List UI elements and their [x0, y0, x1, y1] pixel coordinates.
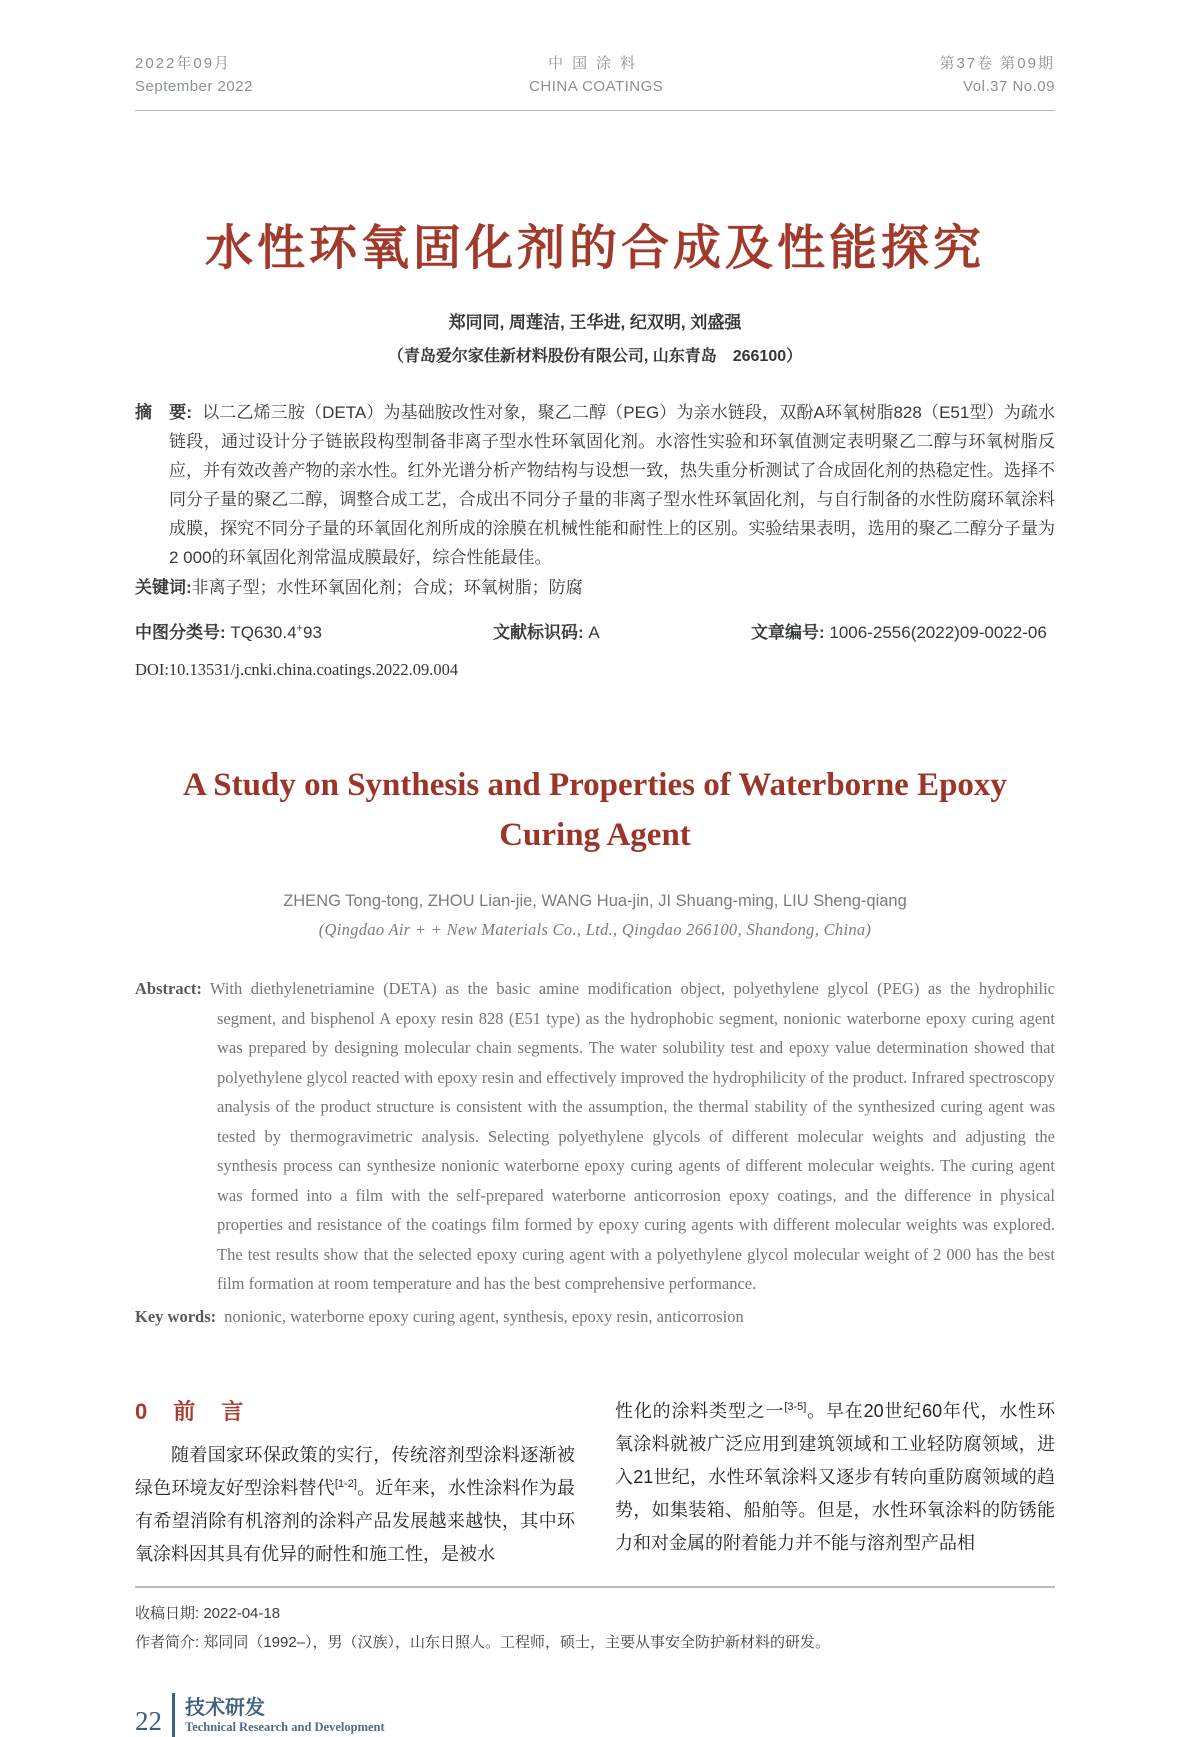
intro-paragraph-right [615, 1395, 1055, 1560]
article-id [751, 618, 1055, 643]
document-code-label: 文献标识码: [493, 623, 589, 642]
affiliation-zh: （青岛爱尔家佳新材料股份有限公司, 山东青岛 266100） [387, 348, 803, 365]
journal-header-date [135, 52, 253, 98]
received-date: 收稿日期: 2022-04-18 [135, 1605, 281, 1622]
authors-zh: 郑同同, 周莲洁, 王华进, 纪双明, 刘盛强 [448, 313, 742, 332]
journal-name-en: CHINA COATINGS [529, 78, 664, 95]
keywords-zh-label: 关键词: [135, 578, 192, 597]
clc-superscript: + [296, 622, 303, 635]
footer-divider-bar [172, 1693, 175, 1737]
footnote [135, 1586, 1055, 1657]
clc-number [135, 618, 493, 643]
journal-issue-en: Vol.37 No.09 [963, 78, 1055, 95]
authors-en: ZHENG Tong-tong, ZHOU Lian-jie, WANG Hua-jin, JI Shuang-ming, LIU Sheng-qiang [283, 892, 907, 910]
doi: DOI:10.13531/j.cnki.china.coatings.2022.09.004 [135, 660, 459, 679]
journal-header-issue [939, 52, 1055, 98]
abstract-zh [135, 398, 1055, 572]
intro-section [135, 1395, 1055, 1571]
citation-ref-3-5: [3-5] [784, 1401, 807, 1413]
affiliation-en: (Qingdao Air + + New Materials Co., Ltd., Qingdao 266100, Shandong, China) [318, 920, 872, 939]
clc-rest: 93 [302, 623, 322, 642]
intro-right-text: 性化的涂料类型之一 [615, 1401, 785, 1421]
page-content [135, 0, 1055, 1737]
abstract-en-text: With diethylenetriamine (DETA) as the basic amine modification object, polyethylene glycol (PEG) as the hydrophilic segment, and bisphenol A epoxy resin 828 (E51 type) as the hydrophobic segment, nonionic waterborne epoxy curing agent was prepared by designing molecular chain segments. The water solubility test and epoxy value determination showed that polyethylene glycol reacted with epoxy resin and effectively improved the hydrophilicity of the product. Infrared spectroscopy analysis of the product structure is consistent with the assumption, the thermal stability of the synthesized curing agent was tested by thermogravimetric analysis. Selecting polyethylene glycols of different molecular weights and adjusting the synthesis process can synthesize nonionic waterborne epoxy curing agents of different molecular weights. The curing agent was formed into a film with the self-prepared waterborne anticorrosion epoxy coatings, and the difference in physical properties and resistance of the coatings film formed by epoxy curing agents with different molecular weights was explored. The test results show that the selected epoxy curing agent with a polyethylene glycol molecular weight of 2 000 has the best film formation at room temperature and has the best comprehensive performance. [209, 979, 1055, 1293]
intro-left-text-cont: 。近年来，水性涂料作为最有希望消除有机溶剂的涂料产品发展越来越快，其中环氧涂料因其具有优异的耐性和施工性，是被水 [135, 1478, 575, 1564]
article-title-en: A Study on Synthesis and Properties of Waterborne Epoxy Curing Agent [183, 767, 1007, 853]
intro-paragraph-left [135, 1439, 575, 1571]
footer-section-name [185, 1696, 385, 1735]
intro-left-text: 随着国家环保政策的实行，传统溶剂型涂料逐渐被绿色环境友好型涂料替代 [135, 1445, 575, 1498]
page-number: 22 [135, 1706, 162, 1736]
article-id-value: 1006-2556(2022)09-0022-06 [829, 623, 1047, 642]
abstract-zh-text: 以二乙烯三胺（DETA）为基础胺改性对象，聚乙二醇（PEG）为亲水链段，双酚A环氧树脂828（E51型）为疏水链段，通过设计分子链嵌段构型制备非离子型水性环氧固化剂。水溶性实验和环氧值测定表明聚乙二醇与环氧树脂反应，并有效改善产物的亲水性。红外光谱分析产物结构与设想一致，热失重分析测试了合成固化剂的热稳定性。选择不同分子量的聚乙二醇，调整合成工艺，合成出不同分子量的非离子型水性环氧固化剂，与自行制备的水性防腐环氧涂料成膜，探究不同分子量的环氧固化剂所成的涂膜在机械性能和耐性上的区别。实验结果表明，选用的聚乙二醇分子量为2 000的环氧固化剂常温成膜最好，综合性能最佳。 [169, 403, 1055, 567]
author-bio: 作者简介: 郑同同（1992–），男（汉族），山东日照人。工程师，硕士，主要从事安全防护新材料的研发。 [135, 1634, 831, 1651]
keywords-en-text: nonionic, waterborne epoxy curing agent, synthesis, epoxy resin, anticorrosion [224, 1306, 744, 1326]
footer-section-zh: 技术研发 [185, 1696, 265, 1719]
abstract-en-label: Abstract: [135, 979, 202, 998]
intro-column-right [615, 1395, 1055, 1571]
keywords-zh-text: 非离子型；水性环氧固化剂；合成；环氧树脂；防腐 [191, 578, 583, 597]
journal-header [135, 0, 1055, 111]
abstract-zh-label: 摘 要: [135, 403, 193, 422]
document-code [493, 618, 751, 643]
keywords-zh [135, 573, 1055, 602]
section-heading-0: 0 前 言 [135, 1399, 246, 1424]
citation-ref-1-2: [1-2] [334, 1478, 357, 1490]
keywords-en [135, 1302, 1055, 1332]
journal-name-zh: 中国涂料 [548, 55, 645, 72]
footer-section-en: Technical Research and Development [185, 1719, 385, 1734]
document-code-value: A [588, 623, 600, 642]
article-id-label: 文章编号: [751, 623, 830, 642]
journal-date-en: September 2022 [135, 78, 253, 95]
clc-base: TQ630.4 [230, 623, 297, 642]
journal-header-name [529, 52, 663, 98]
clc-label: 中图分类号: [135, 623, 231, 642]
page-footer [135, 1693, 1055, 1737]
abstract-en [135, 974, 1055, 1299]
intro-right-text-cont: 。早在20世纪60年代，水性环氧涂料就被广泛应用到建筑领域和工业轻防腐领域，进入21世纪，水性环氧涂料又逐步有转向重防腐领域的趋势，如集装箱、船舶等。但是，水性环氧涂料的防锈能力和对金属的附着能力并不能与溶剂型产品相 [615, 1401, 1056, 1553]
keywords-en-label: Key words: [135, 1306, 217, 1326]
meta-row [135, 618, 1055, 643]
journal-issue-zh: 第37卷 第09期 [939, 55, 1055, 72]
journal-date-zh: 2022年09月 [135, 55, 232, 72]
article-title-zh: 水性环氧固化剂的合成及性能探究 [204, 222, 985, 275]
intro-column-left [135, 1395, 575, 1571]
